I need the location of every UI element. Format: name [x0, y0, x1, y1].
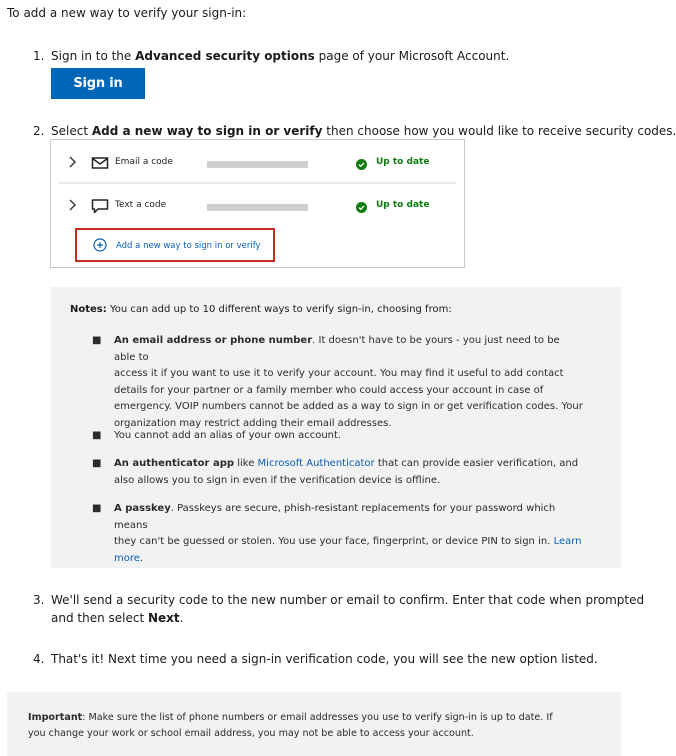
- bullet-text: . It doesn't have to be yours - you just need to be able to: [114, 335, 560, 363]
- important-label: Important: [28, 712, 83, 723]
- step-text-part: Sign in to the: [51, 49, 136, 63]
- row-divider: [59, 182, 456, 184]
- sign-in-button[interactable]: Sign in: [51, 68, 145, 99]
- chevron-right-icon[interactable]: [66, 155, 78, 169]
- step-text-part: then choose how you would like to receive security codes.: [322, 124, 676, 138]
- check-circle-icon: [356, 159, 367, 170]
- bullet-text: You cannot add an alias of your own account.: [114, 430, 342, 441]
- bullet-title: A passkey: [114, 503, 171, 514]
- method-label: Text a code: [115, 200, 167, 210]
- step-text: [51, 591, 651, 627]
- method-row-text[interactable]: [51, 185, 464, 227]
- microsoft-authenticator-link[interactable]: Microsoft Authenticator: [257, 458, 375, 469]
- envelope-icon: [91, 155, 109, 171]
- step-text-line: We'll send a security code to the new number or email to confirm. Enter that code when prompted: [51, 593, 645, 607]
- redacted-value-bar: [207, 161, 308, 168]
- step-number: 2.: [33, 124, 45, 138]
- bullet-icon: ■: [92, 503, 102, 514]
- important-text: [28, 710, 588, 742]
- bullet-text: emergency. VOIP numbers cannot be added as a way to sign in or get verification codes. Your: [114, 401, 583, 413]
- important-box: [7, 692, 621, 756]
- list-item: [92, 456, 584, 489]
- add-new-way-link[interactable]: Add a new way to sign in or verify: [116, 241, 261, 251]
- method-row-email[interactable]: [51, 142, 464, 184]
- bullet-text: they can't be guessed or stolen. You use your face, fingerprint, or device PIN to sign in.: [114, 536, 554, 548]
- step-number: 1.: [33, 49, 45, 63]
- bullet-text: .: [139, 552, 144, 564]
- step-text: [51, 122, 676, 140]
- bullet-title: An email address or phone number: [114, 335, 313, 346]
- plus-circle-icon: [93, 238, 107, 252]
- learn-more-link[interactable]: Learn: [553, 536, 582, 548]
- step-text: That's it! Next time you need a sign-in verification code, you will see the new option listed.: [51, 652, 598, 666]
- bullet-text: access it if you want to use it to verify your account. You may find it useful to add contact: [114, 368, 564, 380]
- notes-box: [51, 287, 621, 568]
- redacted-value-bar: [207, 204, 308, 211]
- notes-label: Notes:: [70, 304, 107, 315]
- bullet-title: An authenticator app: [114, 458, 235, 469]
- step-number: 4.: [33, 652, 45, 666]
- bullet-text: like: [234, 458, 258, 469]
- method-label: Email a code: [115, 157, 173, 167]
- step-text-part: Select: [51, 124, 92, 138]
- bullet-icon: ■: [92, 430, 102, 441]
- next-text: Next: [147, 611, 180, 625]
- add-new-way-text: Add a new way to sign in or verify: [91, 124, 323, 138]
- notes-intro: You can add up to 10 different ways to verify sign-in, choosing from:: [106, 304, 452, 315]
- bullet-icon: ■: [92, 458, 102, 469]
- step-number: 3.: [33, 593, 45, 607]
- step-text-part: page of your Microsoft Account.: [314, 49, 510, 63]
- status-text: Up to date: [376, 157, 430, 167]
- notes-heading: [70, 304, 452, 315]
- bullet-text: also allows you to sign in even if the verification device is offline.: [114, 474, 441, 486]
- list-item: [92, 428, 584, 445]
- list-item: [92, 333, 584, 433]
- learn-more-link[interactable]: more: [114, 552, 140, 564]
- chevron-right-icon[interactable]: [66, 198, 78, 212]
- important-text-line: : Make sure the list of phone numbers or email addresses you use to verify sign-in is up to date. If: [82, 712, 553, 723]
- bullet-text: . Passkeys are secure, phish-resistant replacements for your password which means: [114, 503, 556, 531]
- status-text: Up to date: [376, 200, 430, 210]
- bullet-icon: ■: [92, 335, 102, 346]
- step-text: [51, 47, 509, 65]
- chat-bubble-icon: [91, 198, 109, 214]
- important-text-line: you change your work or school email address, you may not be able to access your account.: [28, 728, 474, 739]
- bullet-text: that can provide easier verification, and: [374, 458, 579, 469]
- step-text-part: .: [179, 611, 184, 625]
- step-text-part: and then select: [51, 611, 148, 625]
- bullet-text: details for your partner or a family member who could access your account in case of: [114, 384, 544, 396]
- verification-methods-panel: [50, 139, 465, 268]
- add-new-way-highlight[interactable]: [75, 228, 275, 262]
- list-item: [92, 501, 584, 567]
- intro-text: To add a new way to verify your sign-in:: [7, 6, 247, 20]
- advanced-security-options-text: Advanced security options: [135, 49, 315, 63]
- check-circle-icon: [356, 202, 367, 213]
- bullet-text: organization may restrict adding their email addresses.: [114, 417, 392, 429]
